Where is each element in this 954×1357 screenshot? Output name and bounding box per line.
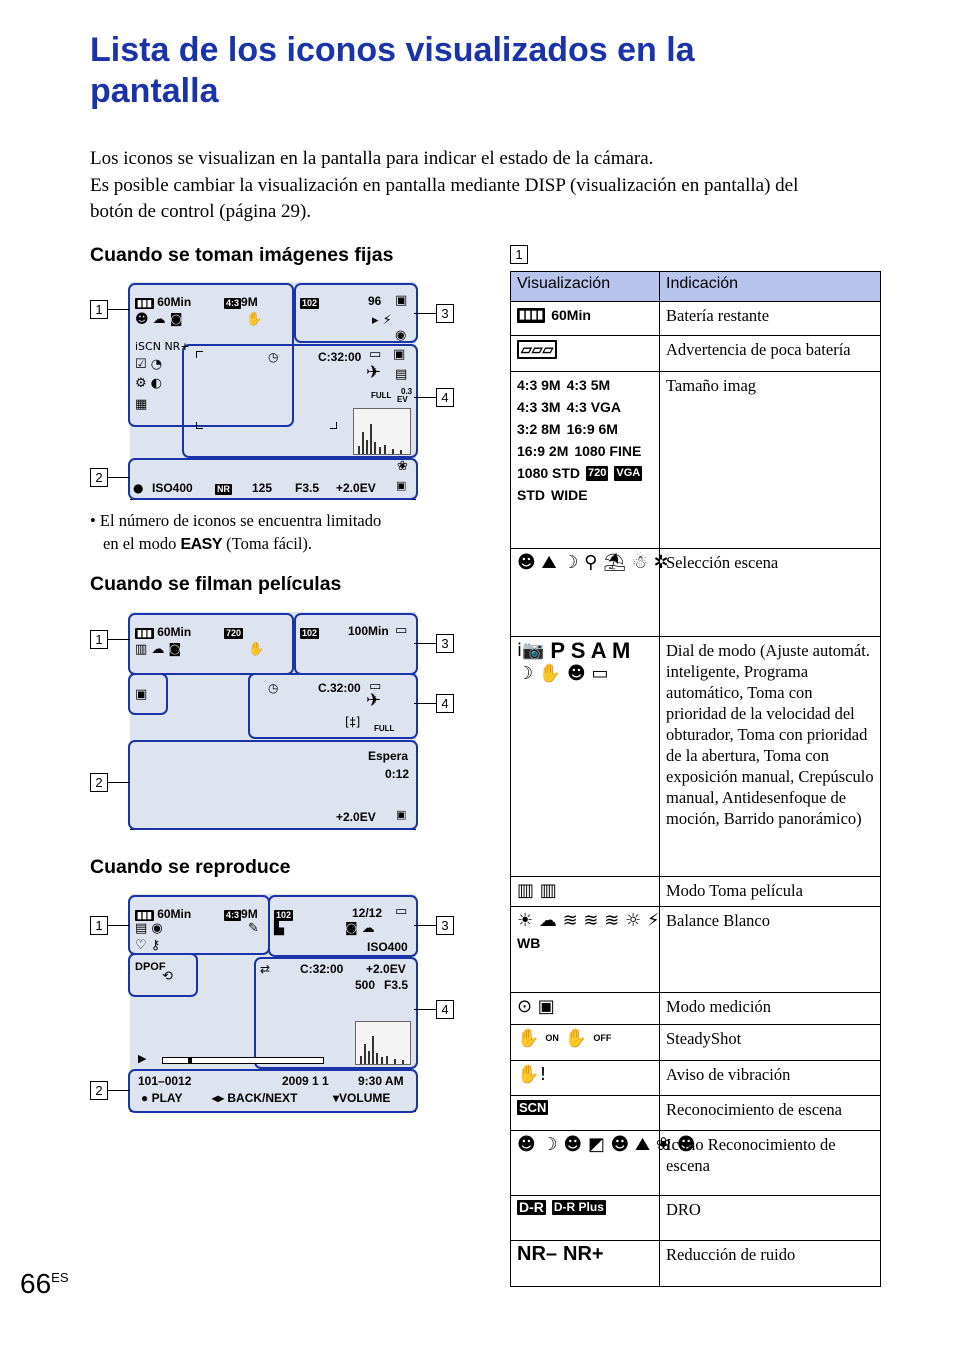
back-next-icon: ◂▸ bbox=[212, 1091, 225, 1105]
face-icon: ☑ ◔ bbox=[135, 357, 163, 372]
still-speed: 125 bbox=[252, 481, 273, 495]
movie-focus-icon: ▣ bbox=[396, 808, 407, 821]
heading-still: Cuando se toman imágenes fijas bbox=[90, 244, 394, 266]
still-battery: 60Min bbox=[157, 295, 192, 309]
size-icon: 4:3 3M bbox=[517, 399, 561, 415]
rotate-icon: ⟲ bbox=[162, 969, 173, 984]
table-row bbox=[511, 637, 881, 877]
play-size: 9M bbox=[241, 907, 258, 921]
folder-icon: 102 bbox=[302, 298, 318, 308]
row10-text: Reconocimiento de escena bbox=[660, 1096, 881, 1131]
movie-folder-icon: 102 bbox=[302, 628, 318, 638]
row0-text: Batería restante bbox=[660, 302, 881, 336]
play-meter-icons: ◙ ☁ bbox=[345, 921, 375, 936]
still-aperture: F3.5 bbox=[295, 481, 320, 495]
icon-table bbox=[510, 271, 881, 1287]
row13-text: Reducción de ruido bbox=[660, 1241, 881, 1287]
play-folder: 101–0012 bbox=[138, 1074, 192, 1088]
progress-bar[interactable] bbox=[162, 1057, 324, 1064]
protect-icons: ♡ ⚷ bbox=[135, 938, 161, 953]
row6-text: Balance Blanco bbox=[660, 907, 881, 993]
play-histogram bbox=[355, 1021, 411, 1065]
page-number-value: 66 bbox=[20, 1268, 52, 1299]
play-battery-icon: ▮▮▮ bbox=[137, 910, 152, 920]
play-callout-3: 3 bbox=[436, 916, 454, 935]
size-icon: 4:3 9M bbox=[517, 377, 561, 393]
size-icon: VGA bbox=[616, 467, 641, 479]
play-sync-icon: ⇄ bbox=[260, 962, 271, 976]
table-row bbox=[511, 1025, 881, 1061]
row8-text: SteadyShot bbox=[660, 1025, 881, 1061]
heading-movie: Cuando se filman películas bbox=[90, 573, 342, 595]
page-number bbox=[20, 1268, 69, 1300]
movie-callout-3: 3 bbox=[436, 634, 454, 653]
movie-mode-icon: ▥ ▥ bbox=[517, 880, 557, 901]
movie-battery: 60Min bbox=[157, 625, 192, 639]
still-ev-unit: EV bbox=[397, 395, 408, 404]
callout-3: 3 bbox=[436, 304, 454, 323]
row4-icon: P S A M bbox=[550, 638, 631, 663]
volume-label: VOLUME bbox=[339, 1091, 391, 1105]
metering-icons: ⊙ ▣ bbox=[517, 996, 555, 1017]
movie-remain: 100Min bbox=[348, 624, 389, 638]
af-frame-br bbox=[330, 422, 337, 429]
table-label: 1 bbox=[510, 245, 528, 264]
steadyshot-off-icon: ✋ bbox=[564, 1028, 588, 1049]
play-iso: ISO400 bbox=[367, 940, 408, 954]
still-full: FULL bbox=[371, 391, 392, 400]
note bbox=[90, 509, 460, 556]
header-indicacion: Indicación bbox=[660, 272, 881, 302]
still-nr: NR bbox=[217, 484, 230, 494]
play-counter: 12/12 bbox=[352, 906, 383, 920]
movie-scene-icon: ▣ bbox=[135, 687, 148, 702]
play-list-icons: ▤ ◉ bbox=[135, 921, 163, 936]
movie-full: FULL bbox=[374, 724, 395, 733]
row8-on: ON bbox=[545, 1033, 559, 1043]
row10-icon: SCN bbox=[519, 1100, 547, 1115]
note-bullet: • bbox=[90, 511, 96, 530]
play-callout-4: 4 bbox=[436, 1000, 454, 1019]
play-dot-icon: ● bbox=[141, 1091, 149, 1105]
row11-text: Icono Reconocimiento de escena bbox=[660, 1131, 881, 1196]
table-row bbox=[511, 1131, 881, 1196]
af-frame-tl bbox=[196, 351, 203, 358]
play-protect-icon: ▙ bbox=[274, 921, 284, 936]
movie-status: Espera bbox=[368, 749, 409, 763]
play-dpof: DPOF bbox=[135, 961, 166, 973]
size-icon: 4:3 VGA bbox=[566, 399, 622, 415]
scene-selection-icons: ☻ ⛰ ☽ ⚲ ⛱ ☃ ✲ bbox=[517, 552, 669, 573]
still-size: 9M bbox=[241, 295, 258, 309]
play-aspect-icon: 4:3 bbox=[226, 910, 240, 920]
row8-off: OFF bbox=[593, 1033, 612, 1043]
table-row bbox=[511, 302, 881, 336]
play-ev: +2.0EV bbox=[366, 962, 406, 976]
table-row bbox=[511, 1061, 881, 1096]
still-iso: ISO400 bbox=[152, 481, 193, 495]
zoom-icon: ▣ bbox=[393, 347, 406, 362]
play-callout-2: 2 bbox=[90, 1081, 108, 1100]
play-arrow-icon: ▶ bbox=[138, 1052, 147, 1065]
play-clock: 9:30 AM bbox=[358, 1074, 404, 1088]
size-icon: STD bbox=[517, 487, 545, 503]
callout-4: 4 bbox=[436, 388, 454, 407]
table-row bbox=[511, 1096, 881, 1131]
self-timer-icon: ◷ bbox=[268, 350, 279, 364]
row4-text: Dial de modo (Ajuste automát. inteligente, Programa automático, Toma con prioridad de la velocidad del obturador, Toma con prioridad de la abertura, Toma con exposición manual, Crepúsculo manual, Antidesenfoque de moción, Barrido panorámico) bbox=[660, 637, 881, 877]
play-folder-icon: 102 bbox=[276, 910, 292, 920]
eye-icon: ◉ bbox=[395, 328, 407, 343]
play-date: 2009 1 1 bbox=[282, 1074, 329, 1088]
airplane-icon: ✈ bbox=[366, 362, 382, 383]
record-dot-icon: ● bbox=[133, 481, 144, 495]
intro-line-1: Los iconos se visualizan en la pantalla para indicar el estado de la cámara. bbox=[90, 148, 654, 169]
movie-720-icon: 720 bbox=[226, 628, 242, 638]
row12-text: DRO bbox=[660, 1196, 881, 1241]
movie-callout-4: 4 bbox=[436, 694, 454, 713]
scn-icon: iSCN NR+ bbox=[135, 340, 190, 353]
easy-label: EASY bbox=[180, 536, 223, 553]
movie-time: 0:12 bbox=[385, 767, 410, 781]
play-speed: 500 bbox=[355, 978, 376, 992]
callout-2: 2 bbox=[90, 468, 108, 487]
table-row bbox=[511, 993, 881, 1025]
table-row bbox=[511, 549, 881, 637]
row12-icon-b: D-R Plus bbox=[553, 1200, 604, 1214]
size-icon: 16:9 6M bbox=[566, 421, 618, 437]
row6-icon: WB bbox=[517, 935, 541, 951]
row0-icon: 60Min bbox=[551, 307, 591, 323]
heading-play: Cuando se reproduce bbox=[90, 856, 291, 878]
play-edit-icon: ✎ bbox=[248, 921, 259, 936]
play-callout-1: 1 bbox=[90, 916, 108, 935]
progress-handle[interactable] bbox=[188, 1058, 192, 1063]
table-row bbox=[511, 1196, 881, 1241]
volume-icon: ▾ bbox=[333, 1091, 340, 1105]
note-line-2-post: (Toma fácil). bbox=[226, 534, 313, 553]
play-aperture: F3.5 bbox=[384, 978, 409, 992]
battery-icon: ▮▮▮ bbox=[137, 298, 152, 308]
still-ev-small: 0.3 bbox=[401, 387, 413, 396]
battery-low-icon: ▱▱▱ bbox=[517, 340, 557, 359]
still-shots: 96 bbox=[368, 294, 382, 308]
header-visualizacion: Visualización bbox=[511, 272, 660, 302]
size-icon: 720 bbox=[588, 467, 607, 479]
steadyshot-on-icon: ✋ bbox=[517, 1028, 540, 1049]
macro-icon: ❀ bbox=[397, 459, 408, 474]
quality-icon: ▦ bbox=[135, 397, 148, 412]
row12-icon-a: D-R bbox=[519, 1199, 544, 1215]
size-icon: 1080 FINE bbox=[574, 443, 642, 459]
movie-ev: +2.0EV bbox=[336, 810, 376, 824]
movie-steadyshot-icon: ✋ bbox=[248, 642, 265, 657]
page-suffix: ES bbox=[51, 1270, 69, 1285]
intro-text bbox=[90, 146, 830, 226]
burst-icon: ▤ bbox=[395, 367, 408, 382]
table-row bbox=[511, 372, 881, 549]
scene-icons: ☻ ☁ ◙ bbox=[135, 312, 183, 327]
row13-icon-b: NR+ bbox=[563, 1243, 604, 1265]
histogram bbox=[353, 408, 411, 455]
drive-icon: ▭ bbox=[369, 347, 382, 362]
movie-callout-1: 1 bbox=[90, 630, 108, 649]
movie-level-icon: [‡] bbox=[345, 715, 361, 729]
camera-icon: i📷 bbox=[517, 640, 545, 661]
play-battery: 60Min bbox=[157, 907, 192, 921]
size-icon: 3:2 8M bbox=[517, 421, 561, 437]
mode-dial-icons: ☽ ✋ ☻ ▭ bbox=[517, 663, 609, 684]
vibration-warning-icon: ✋! bbox=[517, 1064, 547, 1085]
row1-text: Advertencia de poca batería bbox=[660, 336, 881, 372]
movie-mode-icons: ▥ ☁ ◙ bbox=[135, 642, 182, 657]
flash-icon: ⚙ ◐ bbox=[135, 376, 163, 391]
movie-timecode: C.32:00 bbox=[318, 681, 361, 695]
movie-memory-icon: ▭ bbox=[395, 623, 408, 638]
aspect-icon: 4:3 bbox=[226, 298, 240, 308]
still-timecode: C:32:00 bbox=[318, 350, 362, 364]
note-line-2-pre: en el modo bbox=[103, 534, 177, 553]
row5-text: Modo Toma película bbox=[660, 877, 881, 907]
still-ev: +2.0EV bbox=[336, 481, 376, 495]
flash-mode-icon: ▸ ⚡ bbox=[372, 313, 392, 328]
callout-1: 1 bbox=[90, 300, 108, 319]
scene-recognition-icons: ☻ ☽ ☻ ◩ ☻ ⛰ ❀ ☻ bbox=[517, 1134, 696, 1155]
movie-battery-icon: ▮▮▮ bbox=[137, 628, 152, 638]
memory-icon: ▣ bbox=[395, 293, 408, 308]
table-row bbox=[511, 877, 881, 907]
table-row bbox=[511, 336, 881, 372]
movie-drive-icon: ▭ bbox=[369, 679, 382, 694]
intro-line-2: Es posible cambiar la visualización en pantalla mediante DISP (visualización en pantalla) del botón de control (página 29). bbox=[90, 174, 799, 222]
table-row bbox=[511, 907, 881, 993]
size-icon: WIDE bbox=[551, 487, 588, 503]
movie-airplane-icon: ✈ bbox=[366, 690, 382, 711]
play-memory-icon: ▭ bbox=[395, 904, 408, 919]
row13-icon-a: NR– bbox=[517, 1243, 558, 1265]
white-balance-icons: ☀ ☁ ≋ ≋ ≋ ☼ ⚡ bbox=[517, 910, 660, 931]
row2-text: Tamaño imag bbox=[660, 372, 881, 549]
steadyshot-icon: ✋ bbox=[246, 312, 263, 327]
focus-icon: ▣ bbox=[396, 479, 407, 492]
battery-full-icon: ▮▮▮▮ bbox=[519, 309, 544, 321]
size-icon: 16:9 2M bbox=[517, 443, 569, 459]
play-timecode: C:32:00 bbox=[300, 962, 344, 976]
page-title: Lista de los iconos visualizados en la pantalla bbox=[90, 31, 695, 110]
af-frame-bl bbox=[196, 422, 203, 429]
note-line-1: El número de iconos se encuentra limitado bbox=[99, 511, 382, 530]
play-label: PLAY bbox=[151, 1091, 183, 1105]
row9-text: Aviso de vibración bbox=[660, 1061, 881, 1096]
row7-text: Modo medición bbox=[660, 993, 881, 1025]
table-header bbox=[511, 272, 881, 302]
movie-panel-1b bbox=[128, 673, 168, 715]
size-icon: 4:3 5M bbox=[566, 377, 611, 393]
row3-text: Selección escena bbox=[660, 549, 881, 637]
movie-callout-2: 2 bbox=[90, 773, 108, 792]
back-next-label: BACK/NEXT bbox=[227, 1091, 298, 1105]
movie-timer-icon: ◷ bbox=[268, 681, 279, 695]
size-icon: 1080 STD bbox=[517, 465, 581, 481]
table-row bbox=[511, 1241, 881, 1287]
